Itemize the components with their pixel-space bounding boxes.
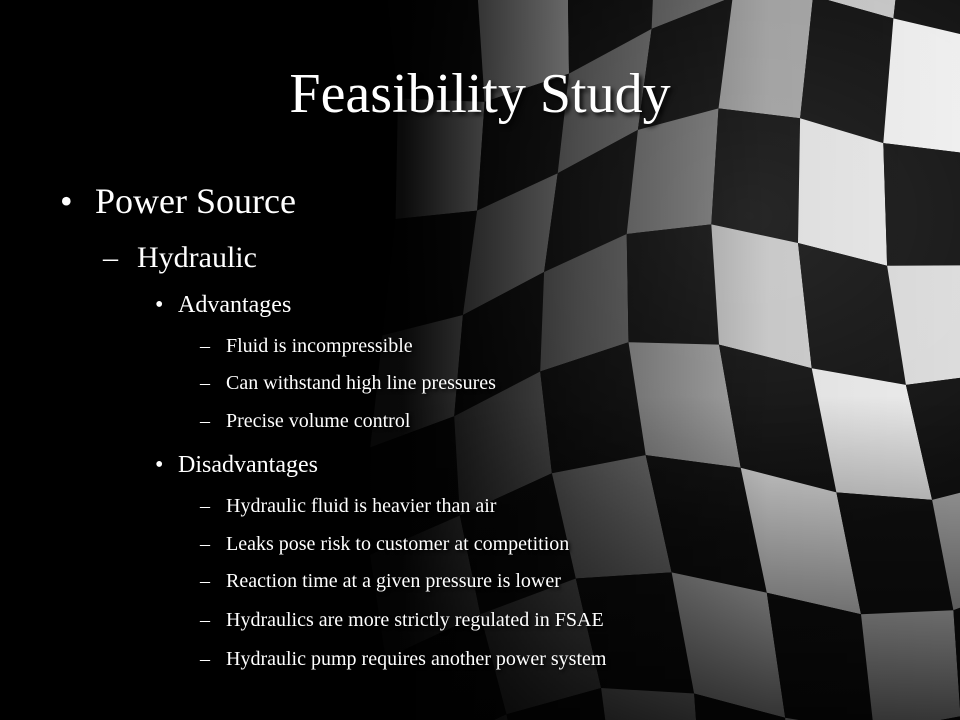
dash-icon: – xyxy=(200,335,210,357)
outline-item-text: Hydraulic pump requires another power system xyxy=(226,648,607,670)
slide-title: Feasibility Study xyxy=(289,63,671,125)
bullet-icon: • xyxy=(155,292,164,318)
outline-item-text: Advantages xyxy=(178,292,292,318)
outline-item-text: Reaction time at a given pressure is lower xyxy=(226,570,561,592)
outline-item-text: Hydraulic fluid is heavier than air xyxy=(226,495,497,517)
dash-icon: – xyxy=(200,648,210,670)
dash-icon: – xyxy=(200,372,210,394)
outline-item-text: Leaks pose risk to customer at competition xyxy=(226,533,570,555)
outline-item-text: Fluid is incompressible xyxy=(226,335,413,357)
dash-icon: – xyxy=(200,570,210,592)
dash-icon: – xyxy=(200,410,210,432)
dash-icon: – xyxy=(200,495,210,517)
outline-item-text: Hydraulics are more strictly regulated in FSAE xyxy=(226,609,604,631)
outline-item-text: Disadvantages xyxy=(178,452,318,478)
outline-item-text: Can withstand high line pressures xyxy=(226,372,496,394)
dash-icon: – xyxy=(200,533,210,555)
bullet-icon: • xyxy=(155,452,164,478)
outline-item-text: Hydraulic xyxy=(137,241,257,274)
dash-icon: – xyxy=(103,241,118,274)
outline-item-text: Precise volume control xyxy=(226,410,411,432)
bullet-icon: • xyxy=(60,181,73,221)
outline-item-text: Power Source xyxy=(95,181,296,221)
dash-icon: – xyxy=(200,609,210,631)
